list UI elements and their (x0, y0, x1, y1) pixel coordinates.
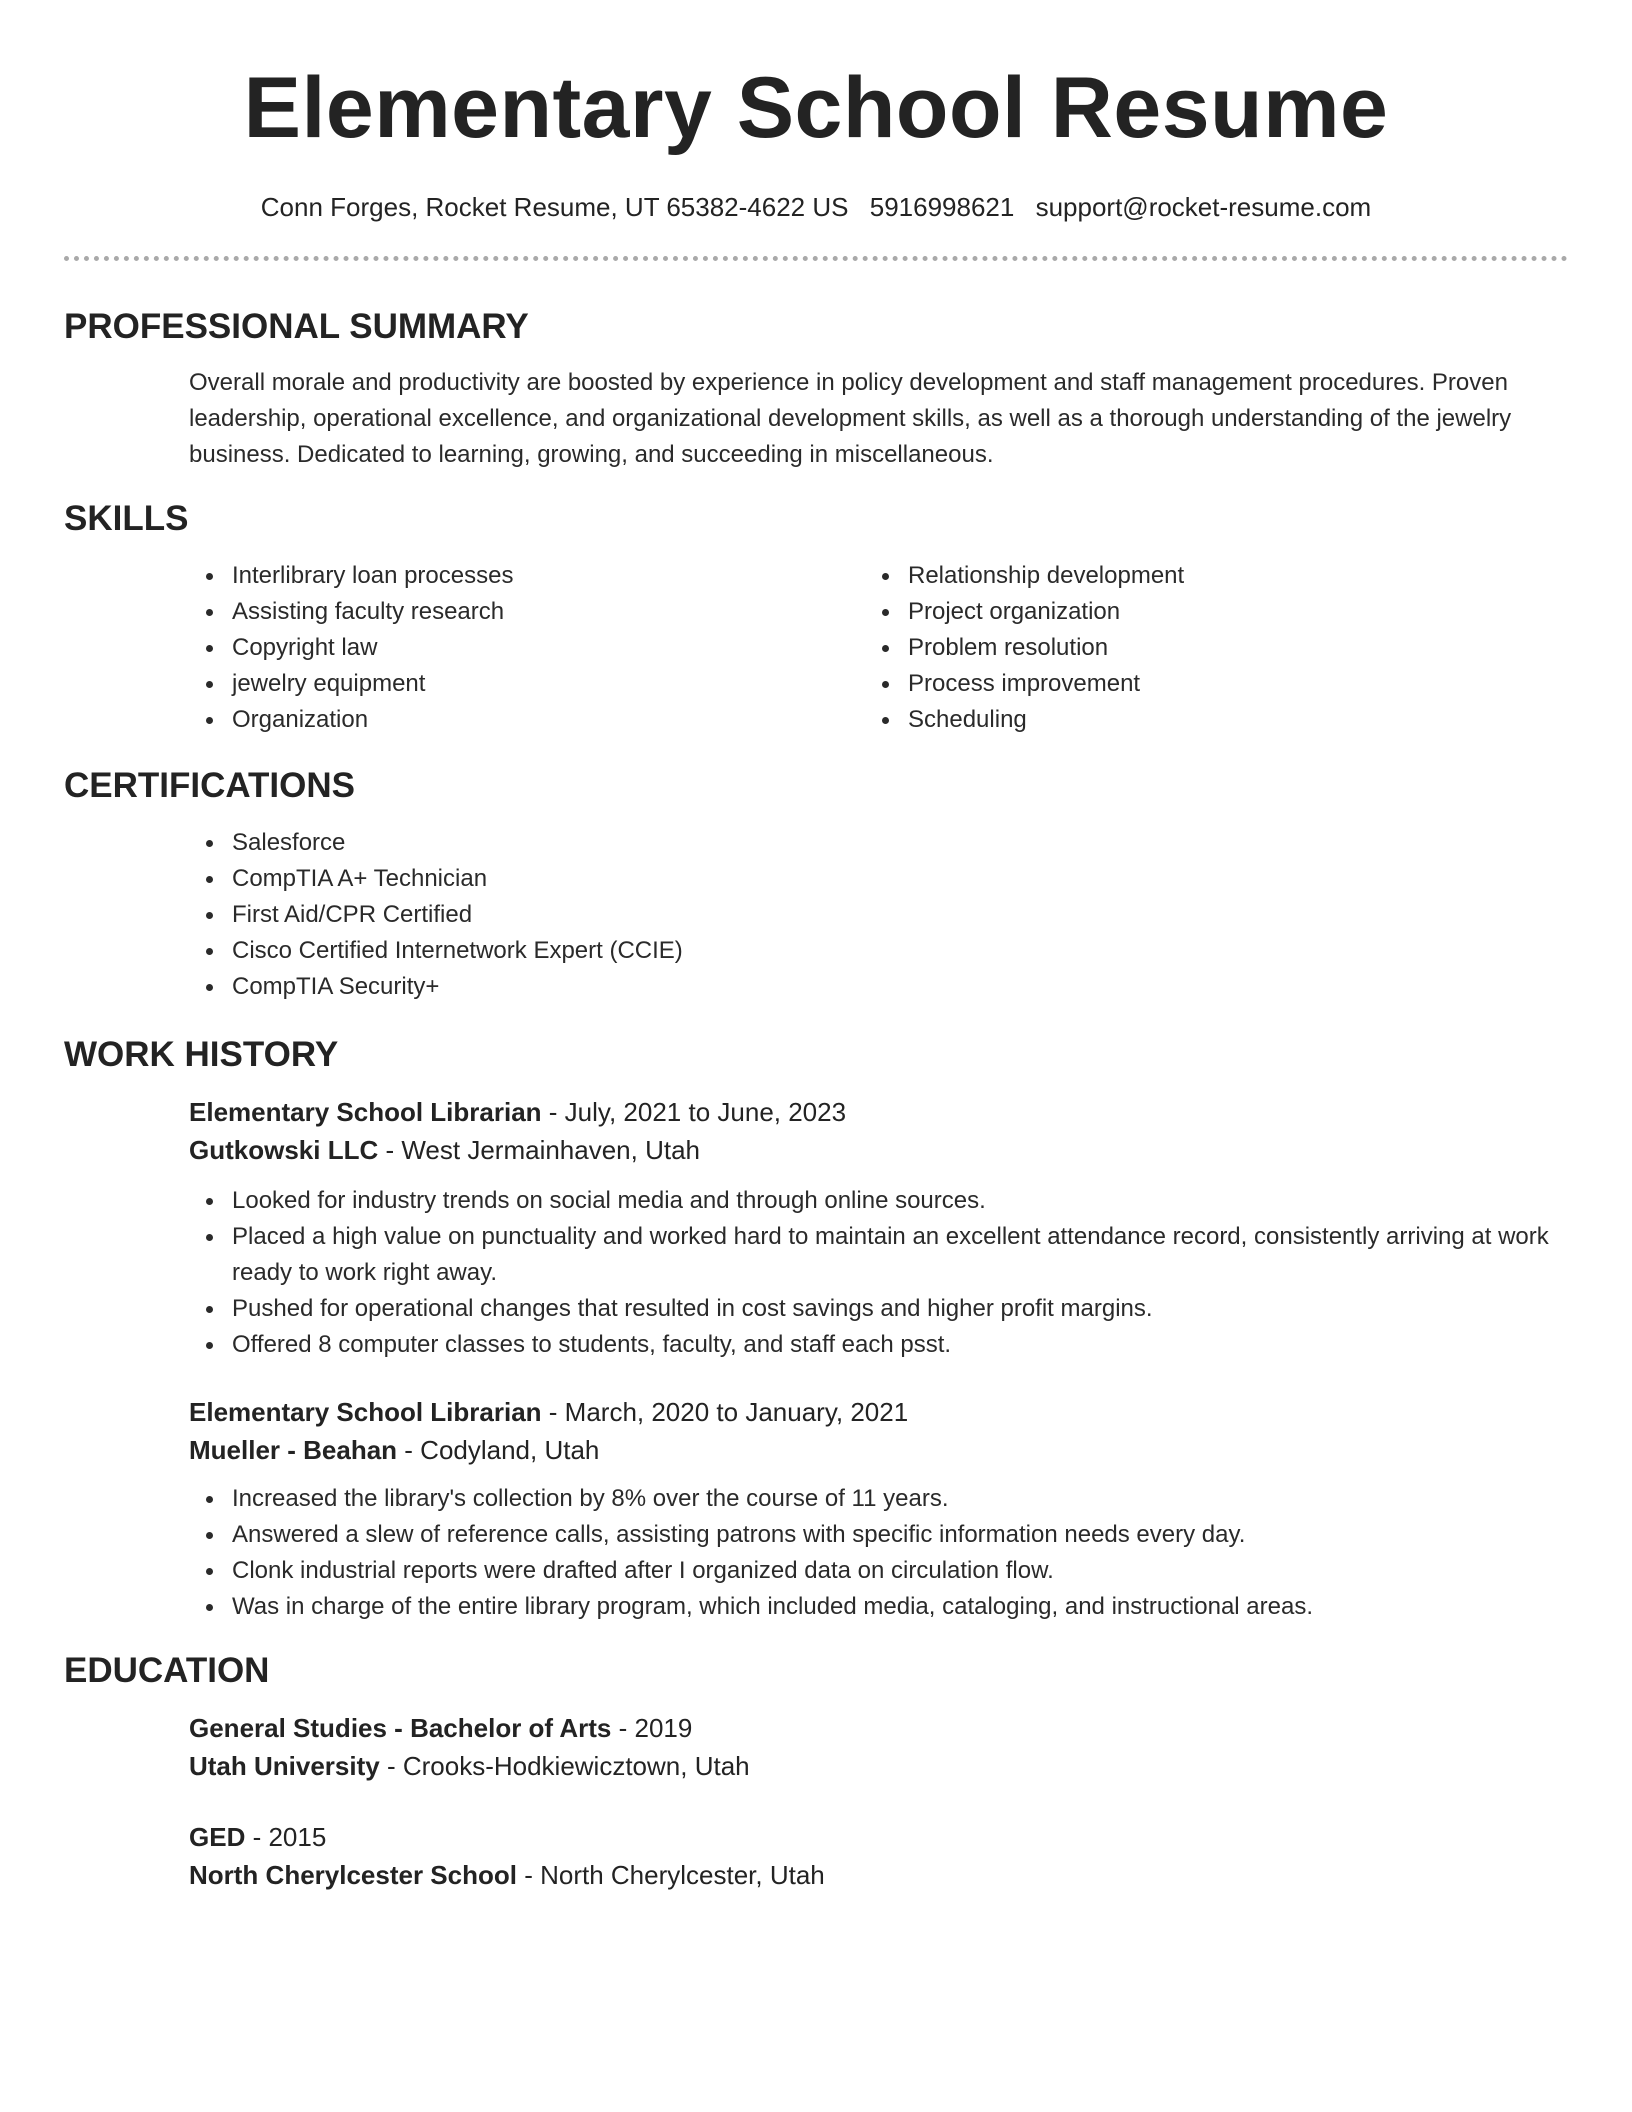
skill-item: Assisting faculty research (232, 594, 865, 630)
job-duties (189, 1481, 1568, 1625)
summary-body (189, 365, 1568, 473)
contact-line (64, 190, 1568, 224)
job-dates: - July, 2021 to June, 2023 (541, 1097, 847, 1127)
job-duty-item: Looked for industry trends on social media and through online sources. (232, 1183, 1568, 1219)
skills-column-left (189, 558, 865, 738)
work-history-section (64, 1033, 1568, 1625)
certifications-body (189, 825, 1568, 1005)
skill-item: Project organization (908, 594, 1541, 630)
job-dates: - March, 2020 to January, 2021 (541, 1397, 909, 1427)
education-entry (189, 1709, 1568, 1785)
certifications-heading: CERTIFICATIONS (64, 766, 356, 805)
job-duty-item: Pushed for operational changes that resulted in cost savings and higher profit margins. (232, 1291, 1568, 1327)
certification-item: CompTIA Security+ (232, 969, 1568, 1005)
work-history-heading: WORK HISTORY (64, 1035, 339, 1074)
job-location: - West Jermainhaven, Utah (378, 1135, 701, 1165)
education-degree-line (189, 1709, 1568, 1747)
summary-text: Overall morale and productivity are boosted by experience in policy development and staff management procedures. Proven leadership, operational excellence, and organizational development skills, as well as a thorough understanding of the jewelry business. Dedicated to learning, growing, and succeeding in miscellaneous. (189, 369, 1512, 468)
skills-heading: SKILLS (64, 499, 189, 538)
resume-title: Elementary School Resume (243, 60, 1389, 156)
skills-column-right (865, 558, 1541, 738)
job-company: Gutkowski LLC (189, 1135, 379, 1165)
skill-item: Process improvement (908, 666, 1541, 702)
certification-item: Cisco Certified Internetwork Expert (CCIE) (232, 933, 1568, 969)
job-duties (189, 1183, 1568, 1363)
job-entry (189, 1393, 1568, 1625)
education-year: - 2019 (611, 1713, 693, 1743)
skill-item: Interlibrary loan processes (232, 558, 865, 594)
summary-section (64, 305, 1568, 473)
certification-item: First Aid/CPR Certified (232, 897, 1568, 933)
education-location: - Crooks-Hodkiewicztown, Utah (379, 1751, 750, 1781)
education-school: Utah University (189, 1751, 380, 1781)
job-duty-item: Increased the library's collection by 8% over the course of 11 years. (232, 1481, 1568, 1517)
job-duty-item: Was in charge of the entire library program, which included media, cataloging, and instructional areas. (232, 1589, 1568, 1625)
resume-page (64, 0, 1568, 1894)
certifications-section (64, 764, 1568, 1005)
certification-item: Salesforce (232, 825, 1568, 861)
education-degree: GED (189, 1822, 246, 1852)
education-location: - North Cherylcester, Utah (516, 1860, 825, 1890)
job-duty-item: Clonk industrial reports were drafted after I organized data on circulation flow. (232, 1553, 1568, 1589)
job-title-line (189, 1093, 1568, 1131)
skills-section (64, 497, 1568, 738)
education-section (64, 1649, 1568, 1894)
contact-email: support@rocket-resume.com (1035, 192, 1372, 222)
education-degree: General Studies - Bachelor of Arts (189, 1713, 612, 1743)
job-title-line (189, 1393, 1568, 1431)
education-heading: EDUCATION (64, 1651, 270, 1690)
skill-item: Relationship development (908, 558, 1541, 594)
job-location: - Codyland, Utah (397, 1435, 600, 1465)
education-school: North Cherylcester School (189, 1860, 517, 1890)
job-duty-item: Offered 8 computer classes to students, faculty, and staff each psst. (232, 1327, 1568, 1363)
job-duty-item: Answered a slew of reference calls, assisting patrons with specific information needs every day. (232, 1517, 1568, 1553)
contact-phone: 5916998621 (869, 192, 1015, 222)
skill-item: Scheduling (908, 702, 1541, 738)
skill-item: Problem resolution (908, 630, 1541, 666)
job-company: Mueller - Beahan (189, 1435, 398, 1465)
education-school-line (189, 1856, 1568, 1894)
skills-grid (189, 558, 1568, 738)
summary-heading: PROFESSIONAL SUMMARY (64, 307, 529, 346)
education-entry (189, 1818, 1568, 1894)
header-divider (64, 256, 1568, 261)
certification-item: CompTIA A+ Technician (232, 861, 1568, 897)
skill-item: jewelry equipment (232, 666, 865, 702)
education-school-line (189, 1747, 1568, 1785)
skill-item: Organization (232, 702, 865, 738)
job-company-line (189, 1131, 1568, 1169)
job-entry (189, 1093, 1568, 1363)
job-company-line (189, 1431, 1568, 1469)
job-role: Elementary School Librarian (189, 1397, 542, 1427)
job-role: Elementary School Librarian (189, 1097, 542, 1127)
education-year: - 2015 (245, 1822, 327, 1852)
education-degree-line (189, 1818, 1568, 1856)
skill-item: Copyright law (232, 630, 865, 666)
contact-address: Conn Forges, Rocket Resume, UT 65382-4622 US (260, 192, 849, 222)
job-duty-item: Placed a high value on punctuality and worked hard to maintain an excellent attendance record, consistently arriving at work ready to work right away. (232, 1219, 1568, 1291)
